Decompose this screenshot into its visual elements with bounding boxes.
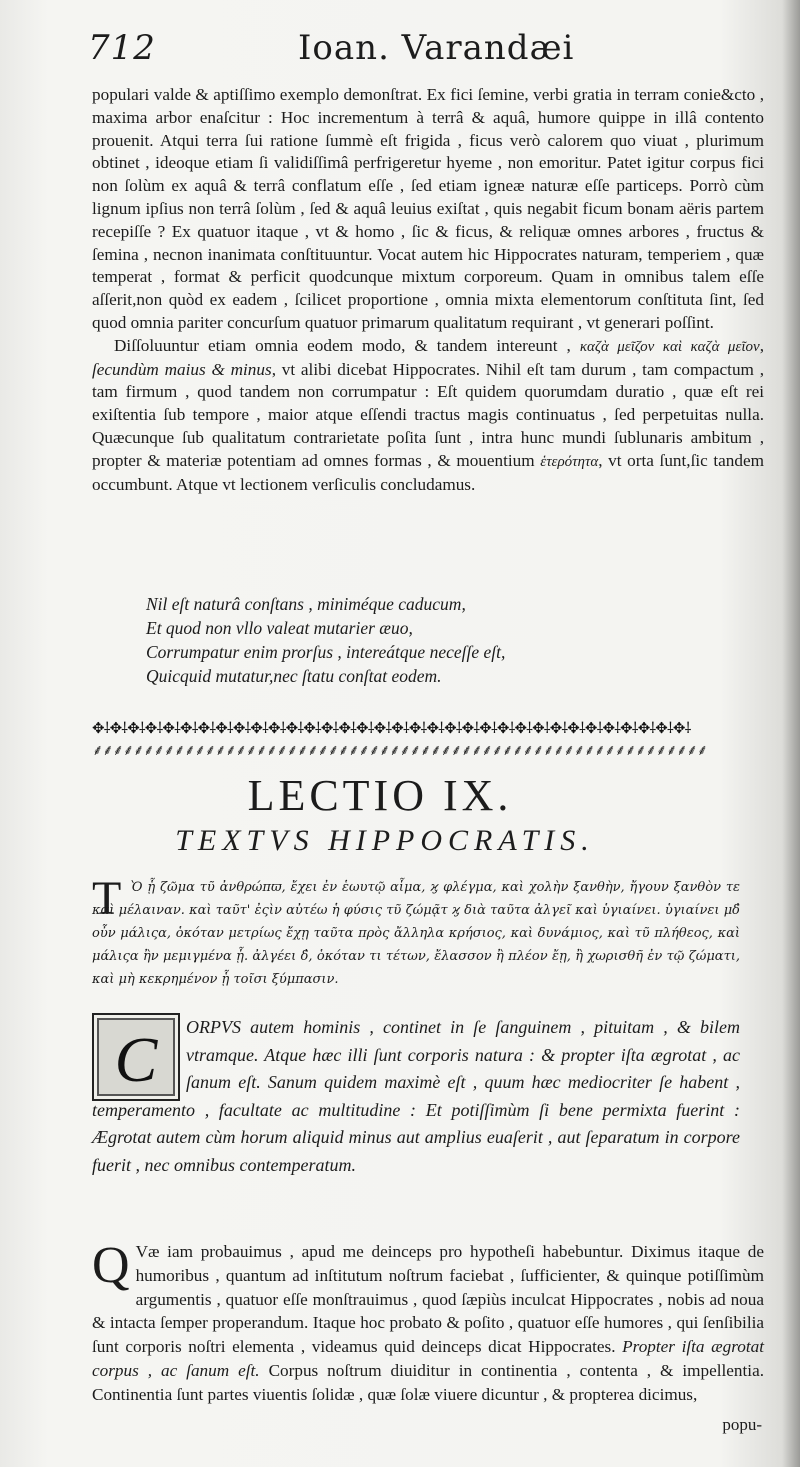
paragraph-2-text-a: Diſſoluuntur etiam omnia eodem modo, & tandem intereunt , <box>114 335 571 355</box>
latin-translation <box>92 1014 740 1179</box>
decorative-ornament-band-bottom: ⸙⸙⸙⸙⸙⸙⸙⸙⸙⸙⸙⸙⸙⸙⸙⸙⸙⸙⸙⸙⸙⸙⸙⸙⸙⸙⸙⸙⸙⸙⸙⸙⸙⸙⸙⸙⸙⸙⸙⸙⸙⸙⸙⸙⸙⸙⸙⸙⸙⸙⸙⸙⸙⸙⸙⸙⸙⸙⸙⸙ <box>92 741 708 759</box>
commentary-initial: Q <box>92 1237 130 1294</box>
commentary-paragraph <box>92 1237 764 1407</box>
running-title: Ioan. Varandæi <box>298 28 575 68</box>
greek-source-body: Ὸ ᾗ ζῶμα τῦ ἀνθρώπϖ, ἔχει ἐν ἑωυτῷ αἷμα, ϗ φλέγμα, καὶ χολὴν ξανθὴν, ἤγουν ξανθὸν τε καὶ μέλαιναν. καὶ ταῦτ' ἐςὶν αὐτέω ἡ φύσις τῦ ζώμᾷτ ϗ διὰ ταῦτα ἀλγεῖ καὶ ὑγιαίνει. ὑγιαίνει μδ̓ οὖν μάλιςα, ὁκόταν μετρίως ἔχῃ ταῦτα πρὸς ἄλληλα κρήσιος, καὶ δυνάμιος, καὶ τῦ πλήθεος, καὶ μάλιςα ἢν μεμιγμένα ᾗ. ἀλγέει δ̓, ὁκόταν τι τέτων, ἔλασσον ἢ πλέον ἔῃ, ἢ χωρισθῆ ἐν τῷ ζώματι, καὶ μὴ κεκρημένον ᾗ τοῖσι ξύμπασιν. <box>92 880 740 987</box>
greek-word-heterotes: ἑτερότητα <box>540 453 599 470</box>
greek-source-text <box>92 872 740 991</box>
commentary-text-a: Væ iam probauimus , apud me deinceps pro hypotheſi habebuntur. Diximus itaque de humoribus , quantum ad inſtitutum noſtrum faciebat , ſufficienter, & quinque potiſſimùm argumentis , quatuor eſſe monſtrauimus , quod ſæpiùs inculcat Hippocrates , nobis ad noua & intacta ſemper properandum. Itaque hoc probato & poſito , quatuor eſſe humores , qui ſenſibilia ſunt corporis noſtri elementa , videamus quid deinceps dicat Hippocrates. <box>92 1242 764 1357</box>
commentary-text-b: Corpus noſtrum diuiditur in continentia , contenta , & impellentia. Continentia ſunt partes viuentis ſolidæ , quæ ſolæ viuere dicuntur , & propterea dicimus, <box>92 1360 764 1404</box>
commentary-quote: Propter iſta ægrotat corpus , ac ſanum eſt. <box>92 1337 764 1380</box>
drop-cap-letter: C <box>114 1024 158 1095</box>
greek-phrase-maius-minus: καζὰ μεῖζον καὶ καζὰ μεῖον <box>579 338 760 355</box>
paragraph-2-text-b: , vt alibi dicebat Hippocrates. Nihil eſt tam durum , tam compactum , tam firmum , quod tandem non corrumpatur : Eſt quidem quorumdam duratio , quæ eſt rei exiſtentia ſub tempore , maior atque eſſendi tractus magis continuatus , ſed perpetuitas nulla. Quæcunque ſub qualitatum contrarietate poſita ſunt , intra hunc mundi ſublunaris ambitum , propter & materiæ potentiam ad omnes formas , & mouentium <box>92 359 764 470</box>
page-number: 712 <box>88 28 156 68</box>
latin-translation-body: ORPVS autem hominis , continet in ſe ſanguinem , pituitam , & bilem vtramque. Atque hæc illi ſunt corporis natura : & propter iſta ægrotat , ac ſanum eſt. Sanum quidem maximè eſt , quum hæc mediocriter ſe habent , temperamento , facultate ac multitudine : Et potiſſimùm ſi bene permixta fuerint : Ægrotat autem cùm horum aliquid minus aut amplius euaſerit , aut ſeparatum in corpore fuerit , nec omnibus contemperatum. <box>92 1017 740 1175</box>
verse-line: Et quod non vllo valeat mutarier æuo, <box>146 618 413 638</box>
concluding-verse <box>146 592 706 688</box>
page-gutter-shadow <box>782 0 800 1467</box>
latin-phrase-maius-minus: ſecundùm maius & minus <box>92 359 272 379</box>
verse-line: Quicquid mutatur,nec ſtatu conſtat eodem. <box>146 666 442 686</box>
greek-initial-letter: T <box>92 872 122 925</box>
verse-line: Nil eſt naturâ conſtans , miniméque caducum, <box>146 594 466 614</box>
paragraph-fig-example <box>92 84 764 496</box>
textus-heading: TEXTVS HIPPOCRATIS. <box>175 824 595 857</box>
verse-line: Corrumpatur enim prorſus , intereátque neceſſe eſt, <box>146 642 506 662</box>
decorative-ornament-band-top: ✥⸸✥⸸✥⸸✥⸸✥⸸✥⸸✥⸸✥⸸✥⸸✥⸸✥⸸✥⸸✥⸸✥⸸✥⸸✥⸸✥⸸✥⸸✥⸸✥⸸✥⸸✥⸸✥⸸✥⸸✥⸸✥⸸✥⸸✥⸸✥⸸✥⸸✥⸸✥⸸✥⸸✥⸸ <box>92 719 691 737</box>
paragraph-2: Diſſoluuntur etiam omnia eodem modo, & tandem intereunt , καζὰ μεῖζον καὶ καζὰ μεῖον, ſecundùm maius & minus, vt alibi dicebat Hippocrates. Nihil eſt tam durum , tam compactum , tam firmum , quod tandem non corrumpatur : Eſt quidem quorumdam duratio , quæ eſt rei exiſtentia ſub tempore , maior atque eſſendi tractus magis continuatus , ſed perpetuitas nulla. Quæcunque ſub qualitatum contrarietate poſita ſunt , intra hunc mundi ſublunaris ambitum , propter & materiæ potentiam ad omnes formas , & mouentium ἑτερότητα, vt orta ſunt,ſic tandem occumbunt. Atque vt lectionem verſiculis concludamus. <box>92 335 764 494</box>
running-header <box>88 28 768 78</box>
paragraph-1: populari valde & aptiſſimo exemplo demonſtrat. Ex fici ſemine, verbi gratia in terram conie&cto , maxima arbor enaſcitur : Hoc incrementum à terrâ & aquâ, humore quippe in illâ contento prouenit. Atqui terra ſui ratione ſummè eſt frigida , ficus verò calorem quo viuat , plurimum obtinet , ideoque etiam ſi validiſſimâ perfrigeretur hyeme , non emoritur. Patet igitur corpus fici non ſolùm ex aquâ & terrâ conflatum eſſe , ſed etiam igneæ naturæ eſſe particeps. Porrò cùm lignum ipſius non terrâ ſolùm , ſed & aquâ leuius exiſtat , quis negabit ficum bonam aëris partem recepiſſe ? Ex quatuor itaque , vt & homo , ſic & ficus, & reliquæ omnes arbores , fructus & ſemina , necnon inanimata conſtituuntur. Vocat autem hic Hippocrates naturam, temperiem , quæ temperat , format & perficit quodcunque mixtum corporeum. Quam in omnibus talem eſſe aſſerit,non quòd ex eadem , ſcilicet proportione , omnia mixta elementorum conſtituta ſint, ſed quod omnia pariter concurſum quatuor primarum qualitatum requirant , vt generari poſſint. <box>92 85 764 332</box>
paragraph-2-text-c: , vt orta ſunt,ſic tandem occumbunt. Atque vt lectionem verſiculis concludamus. <box>92 450 764 494</box>
catchword: popu- <box>722 1415 762 1434</box>
lectio-heading: LECTIO IX. <box>247 771 513 820</box>
